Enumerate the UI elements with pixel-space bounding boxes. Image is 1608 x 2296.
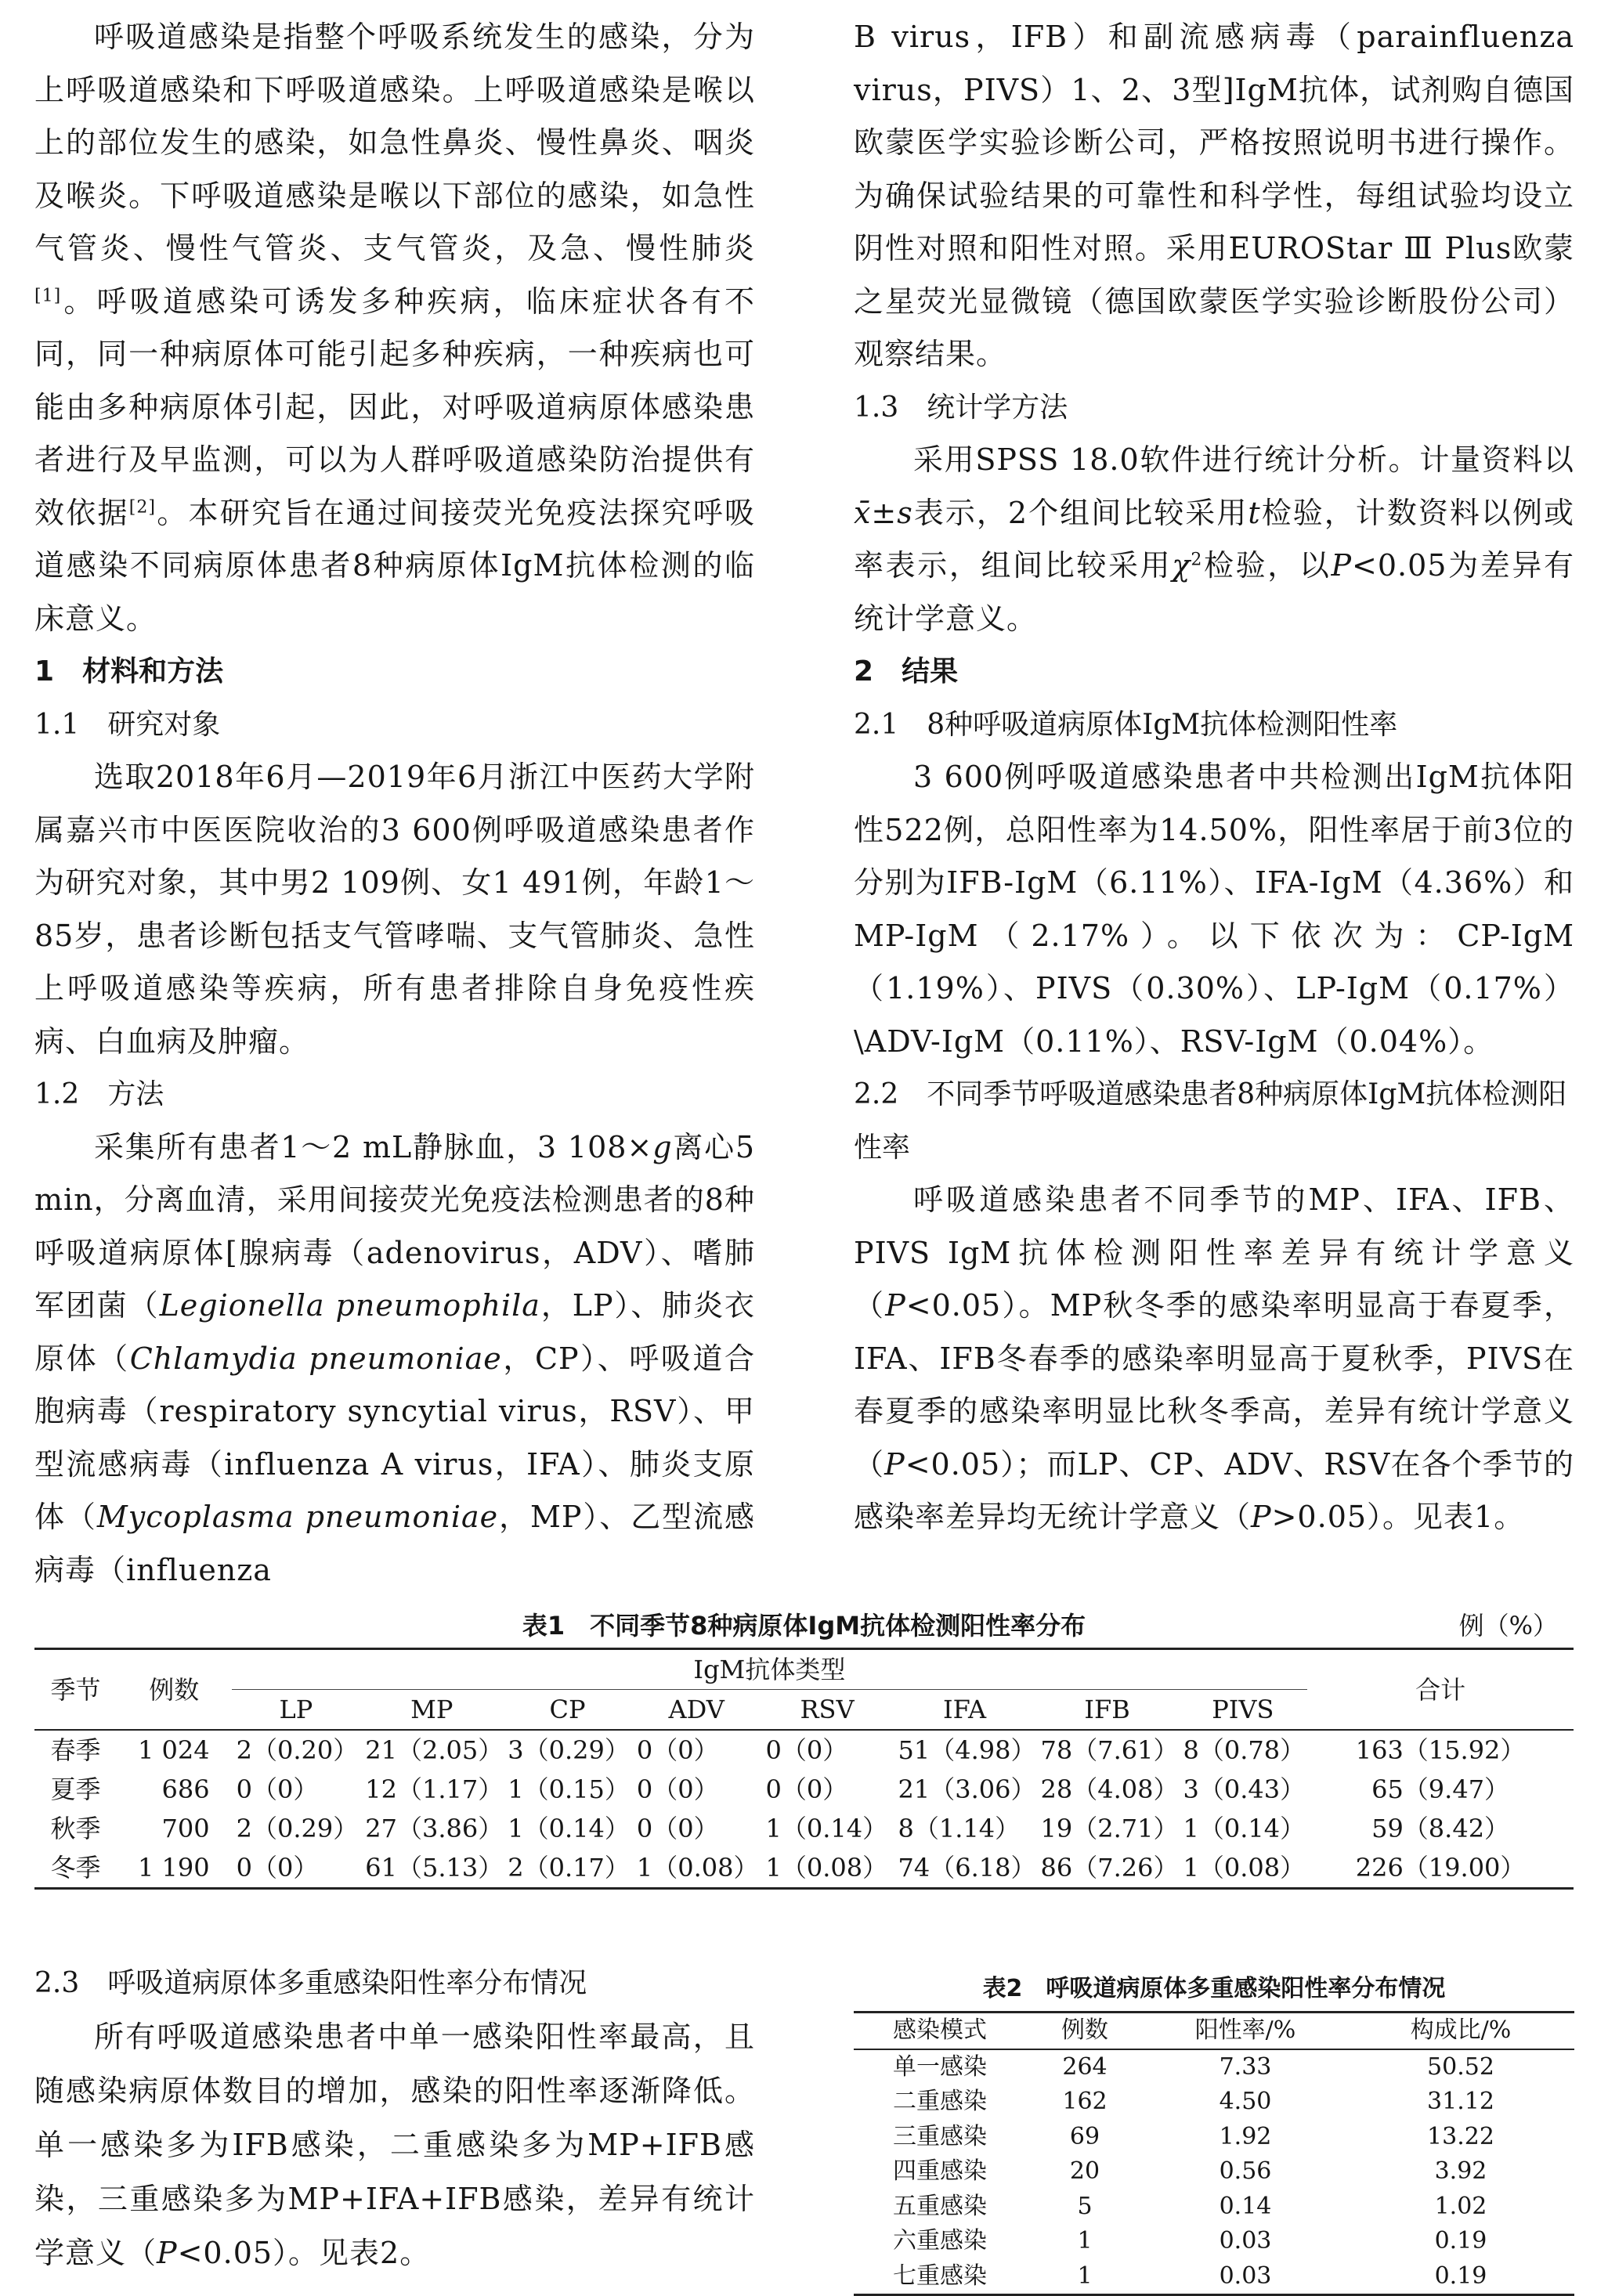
table-1-grid xyxy=(34,1648,1574,1890)
section-2-3 xyxy=(34,1956,755,2280)
citation-2: [2] xyxy=(128,496,156,517)
section-2-1-title: 8种呼吸道病原体IgM抗体检测阳性率 xyxy=(927,708,1398,741)
value-cell: 0（0） xyxy=(765,1735,848,1765)
value-cell: 8（0.78） xyxy=(1183,1735,1306,1765)
table-2 xyxy=(854,1967,1574,2296)
value-cell: 1（0.14） xyxy=(1183,1814,1306,1843)
count-cell: 1 024 xyxy=(138,1735,210,1765)
section-1-title: 材料和方法 xyxy=(82,655,224,688)
season-cell: 春季 xyxy=(50,1735,101,1765)
section-1-3-title: 统计学方法 xyxy=(927,391,1068,424)
count-cell: 686 xyxy=(161,1774,210,1804)
methods-text-c: ，LP）、肺炎衣原体（ xyxy=(34,1288,755,1376)
table-2-cell: 1 xyxy=(1077,2227,1093,2254)
value-cell: 1（0.14） xyxy=(765,1814,888,1843)
stats-text-e: <0.05为差异有统计学意义。 xyxy=(854,548,1574,636)
t-symbol: t xyxy=(1248,495,1261,530)
value-cell: 0（0） xyxy=(236,1774,319,1804)
value-cell: 1（0.08） xyxy=(632,1848,761,1889)
value-cell: 1（0.08） xyxy=(1179,1848,1308,1889)
p-symbol: P xyxy=(1331,548,1353,583)
intro-text-b: 。呼吸道感染可诱发多种疾病，临床症状各有不同，同一种病原体可能引起多种疾病，一种疾病也可能由多种病原体引起，因此，对呼吸道病原体感染患者进行及早监测，可以为人群呼吸道感染防治提供有效依据 xyxy=(34,283,755,530)
table-2-cell: 162 xyxy=(1062,2088,1108,2115)
p-symbol: P xyxy=(884,1446,905,1482)
section-1-3-heading xyxy=(854,381,1574,435)
right-column xyxy=(854,11,1574,1544)
header-type-ifa: IFA xyxy=(894,1690,1036,1731)
p-symbol: P xyxy=(885,1288,906,1323)
table-2-grid xyxy=(854,2011,1574,2296)
table-2-cell: 七重感染 xyxy=(854,2259,1026,2295)
results-2-text-c: <0.05）；而LP、CP、ADV、RSV在各个季节的感染率差异均无统计学意义（ xyxy=(854,1446,1574,1534)
section-1-heading xyxy=(34,645,755,699)
section-2-number: 2 xyxy=(854,655,874,688)
table-2-cell: 69 xyxy=(1069,2122,1100,2150)
section-2-3-number: 2.3 xyxy=(34,1967,80,1999)
value-cell: 0（0） xyxy=(636,1735,719,1765)
header-season: 季节 xyxy=(34,1649,117,1731)
table-2-cell: 5 xyxy=(1077,2192,1093,2220)
value-cell: 2（0.29） xyxy=(236,1814,359,1843)
results-2-paragraph xyxy=(854,1174,1574,1544)
total-cell: 65（9.47） xyxy=(1371,1774,1510,1804)
stats-text-a: 采用SPSS 18.0软件进行统计分析。计量资料以 xyxy=(913,442,1574,477)
season-cell: 秋季 xyxy=(50,1814,101,1843)
season-cell: 冬季 xyxy=(34,1848,117,1889)
value-cell: 1（0.14） xyxy=(508,1814,630,1843)
section-2-2-heading xyxy=(854,1068,1574,1174)
table-2-cell: 0.19 xyxy=(1434,2227,1487,2254)
statistics-paragraph xyxy=(854,434,1574,645)
table-2-caption: 表2 呼吸道病原体多重感染阳性率分布情况 xyxy=(982,1975,1446,2002)
table-2-cell: 二重感染 xyxy=(893,2088,987,2115)
methods-text-a: 采集所有患者1～2 mL静脉血，3 108× xyxy=(94,1129,653,1164)
table-2-header-cell: 感染模式 xyxy=(854,2013,1026,2049)
results-2-text-b: <0.05）。MP秋冬季的感染率明显高于春夏季，IFA、IFB冬春季的感染率明显高于夏秋季，PIVS在春夏季的感染率明显比秋冬季高，差异有统计学意义（ xyxy=(854,1288,1574,1482)
table-row xyxy=(854,2259,1574,2295)
total-cell: 163（15.92） xyxy=(1355,1735,1526,1765)
season-cell: 夏季 xyxy=(50,1774,101,1804)
mean-sd-symbol: x̄±s xyxy=(854,495,913,530)
count-cell: 1 190 xyxy=(117,1848,232,1889)
header-type-lp: LP xyxy=(232,1690,361,1731)
value-cell: 86（7.26） xyxy=(1036,1848,1179,1889)
value-cell: 21（3.06） xyxy=(898,1774,1036,1804)
chi-symbol: χ xyxy=(1172,548,1191,583)
results-3-paragraph xyxy=(34,2010,755,2280)
table-2-header-row xyxy=(854,2013,1574,2049)
value-cell: 0（0） xyxy=(232,1848,361,1889)
section-2-title: 结果 xyxy=(902,655,959,688)
value-cell: 27（3.86） xyxy=(365,1814,504,1843)
header-type-ifb: IFB xyxy=(1036,1690,1179,1731)
intro-text: 呼吸道感染是指整个呼吸系统发生的感染，分为上呼吸道感染和下呼吸道感染。上呼吸道感染是喉以上的部位发生的感染，如急性鼻炎、慢性鼻炎、咽炎及喉炎。下呼吸道感染是喉以下部位的感染，如急性气管炎、慢性气管炎、支气管炎，及急、慢性肺炎 xyxy=(34,20,755,265)
value-cell: 19（2.71） xyxy=(1040,1814,1179,1843)
table-2-cell: 1.02 xyxy=(1434,2192,1487,2220)
intro-paragraph xyxy=(34,11,755,645)
section-1-2-title: 方法 xyxy=(107,1078,164,1110)
table-2-cell: 1 xyxy=(1026,2259,1144,2295)
stats-text-d: 检验，以 xyxy=(1202,548,1332,583)
value-cell: 2（0.20） xyxy=(236,1735,359,1765)
value-cell: 2（0.17） xyxy=(503,1848,632,1889)
table-row xyxy=(34,1770,1574,1809)
table-2-cell: 13.22 xyxy=(1427,2122,1494,2150)
header-type-adv: ADV xyxy=(632,1690,761,1731)
methods-text-e: ，MP）、乙型流感病毒（influenza xyxy=(34,1500,755,1587)
section-1-1-number: 1.1 xyxy=(34,708,80,741)
table-2-cell: 六重感染 xyxy=(893,2227,987,2254)
legionella-name: Legionella pneumophila xyxy=(159,1288,540,1323)
table-2-cell: 264 xyxy=(1062,2052,1108,2081)
table-1 xyxy=(34,1604,1574,1890)
table-row xyxy=(854,2224,1574,2259)
results-2-text-a: 呼吸道感染患者不同季节的MP、IFA、IFB、PIVS IgM抗体检测阳性率差异有统计学意义（ xyxy=(854,1182,1574,1323)
section-2-1-heading xyxy=(854,699,1574,752)
section-2-1-number: 2.1 xyxy=(854,708,899,741)
stats-text-c: 检验，计数资料以例或率表示，组间比较采用 xyxy=(854,495,1574,583)
intro-text-c: 。本研究旨在通过间接荧光免疫法探究呼吸道感染不同病原体患者8种病原体IgM抗体检测的临床意义。 xyxy=(34,495,755,636)
table-2-cell: 0.56 xyxy=(1219,2157,1272,2185)
table-2-cell: 20 xyxy=(1069,2157,1100,2185)
header-type-rsv: RSV xyxy=(761,1690,893,1731)
value-cell: 61（5.13） xyxy=(360,1848,503,1889)
table-2-header-cell: 阳性率/% xyxy=(1144,2013,1347,2049)
table-2-cell: 单一感染 xyxy=(893,2052,987,2081)
mycoplasma-name: Mycoplasma pneumoniae xyxy=(96,1500,499,1534)
results-1-paragraph: 3 600例呼吸道感染患者中共检测出IgM抗体阳性522例，总阳性率为14.50%，阳性率居于前3位的分别为IFB-IgM（6.11%）、IFA-IgM（4.36%）和MP-IgM（2.17%）。以下依次为：CP-IgM（1.19%）、PIVS（0.30%）、LP-IgM（0.17%）\ADV-IgM（0.11%）、RSV-IgM（0.04%）。 xyxy=(854,760,1574,1059)
value-cell: 3（0.29） xyxy=(508,1735,630,1765)
table-1-body xyxy=(34,1730,1574,1889)
table-2-cell: 31.12 xyxy=(1427,2088,1494,2115)
section-2-heading xyxy=(854,645,1574,699)
section-2-2-title: 不同季节呼吸道感染患者8种病原体IgM抗体检测阳性率 xyxy=(854,1078,1567,1164)
value-cell: 0（0） xyxy=(636,1774,719,1804)
section-2-2-number: 2.2 xyxy=(854,1078,899,1110)
table-2-cell: 50.52 xyxy=(1427,2052,1494,2081)
chlamydia-name: Chlamydia pneumoniae xyxy=(129,1341,502,1376)
count-cell: 700 xyxy=(161,1814,210,1843)
table-2-cell: 0.14 xyxy=(1219,2192,1272,2220)
section-1-1-title: 研究对象 xyxy=(107,708,221,741)
table-1-title: 表1 不同季节8种病原体IgM抗体检测阳性率分布 xyxy=(522,1611,1086,1641)
methods-g-symbol: g xyxy=(652,1129,673,1164)
value-cell: 28（4.08） xyxy=(1040,1774,1179,1804)
value-cell: 0（0） xyxy=(765,1774,848,1804)
citation-1: [1] xyxy=(34,285,62,305)
table-row xyxy=(854,2120,1574,2155)
section-1-number: 1 xyxy=(34,655,55,688)
table-2-cell: 7.33 xyxy=(1219,2052,1272,2081)
subjects-paragraph: 选取2018年6月—2019年6月浙江中医药大学附属嘉兴市中医医院收治的3 600例呼吸道感染患者作为研究对象，其中男2 109例、女1 491例，年龄1～85岁，患者诊断包括支气管哮喘、支气管肺炎、急性上呼吸道感染等疾病，所有患者排除自身免疫性疾病、白血病及肿瘤。 xyxy=(34,760,755,1059)
table-row xyxy=(34,1730,1574,1770)
table-2-header-cell: 构成比/% xyxy=(1347,2013,1574,2049)
total-cell: 59（8.42） xyxy=(1371,1814,1510,1843)
table-2-cell: 三重感染 xyxy=(893,2122,987,2150)
value-cell: 78（7.61） xyxy=(1040,1735,1179,1765)
table-2-cell: 0.03 xyxy=(1219,2227,1272,2254)
header-igm-type: IgM抗体类型 xyxy=(232,1649,1308,1690)
methods-text-d: ，CP）、呼吸道合胞病毒（respiratory syncytial virus，RSV）、甲型流感病毒（influenza A virus，IFA）、肺炎支原体（ xyxy=(34,1341,755,1534)
section-1-2-heading xyxy=(34,1068,755,1121)
header-total: 合计 xyxy=(1307,1649,1574,1731)
table-row xyxy=(854,2190,1574,2225)
table-2-cell: 4.50 xyxy=(1219,2088,1272,2115)
value-cell: 21（2.05） xyxy=(365,1735,504,1765)
p-symbol: P xyxy=(157,2236,178,2270)
section-2-3-heading xyxy=(34,1956,755,2010)
section-1-3-number: 1.3 xyxy=(854,391,899,424)
value-cell: 1（0.15） xyxy=(508,1774,630,1804)
table-row xyxy=(854,2085,1574,2120)
value-cell: 51（4.98） xyxy=(898,1735,1036,1765)
methods-paragraph xyxy=(34,1121,755,1597)
value-cell: 8（1.14） xyxy=(898,1814,1021,1843)
header-type-mp: MP xyxy=(360,1690,503,1731)
results-3-text-a: 所有呼吸道感染患者中单一感染阳性率最高，且随感染病原体数目的增加，感染的阳性率逐渐降低。单一感染多为IFB感染，二重感染多为MP+IFB感染，三重感染多为MP+IFA+IFB感染，差异有统计学意义（ xyxy=(34,2020,755,2270)
p-symbol: P xyxy=(1251,1500,1272,1534)
table-1-unit: 例（%） xyxy=(1458,1611,1558,1641)
header-count: 例数 xyxy=(117,1649,232,1731)
table-2-body xyxy=(854,2049,1574,2295)
table-2-cell: 0.03 xyxy=(1144,2259,1347,2295)
table-2-header-cell: 例数 xyxy=(1026,2013,1144,2049)
stats-text-b: 表示，2个组间比较采用 xyxy=(912,495,1248,530)
table-2-cell: 3.92 xyxy=(1434,2157,1487,2185)
value-cell: 74（6.18） xyxy=(894,1848,1036,1889)
header-type-cp: CP xyxy=(503,1690,632,1731)
results-2-text-d: >0.05）。见表1。 xyxy=(1271,1500,1525,1534)
table-2-cell: 四重感染 xyxy=(893,2157,987,2185)
table-row xyxy=(854,2154,1574,2190)
value-cell: 1（0.08） xyxy=(761,1848,893,1889)
results-3-text-b: <0.05）。见表2。 xyxy=(177,2236,431,2270)
total-cell: 226（19.00） xyxy=(1307,1848,1574,1889)
table-row xyxy=(34,1809,1574,1848)
table-row xyxy=(34,1848,1574,1889)
value-cell: 3（0.43） xyxy=(1183,1774,1306,1804)
table-2-cell: 五重感染 xyxy=(893,2192,987,2220)
header-type-pivs: PIVS xyxy=(1179,1690,1308,1731)
chi-exponent: 2 xyxy=(1191,550,1203,570)
value-cell: 12（1.17） xyxy=(365,1774,504,1804)
table-1-caption xyxy=(34,1604,1574,1648)
section-1-2-number: 1.2 xyxy=(34,1078,80,1110)
left-column xyxy=(34,11,755,1597)
table-2-cell: 0.19 xyxy=(1347,2259,1574,2295)
methods-continued-paragraph: B virus，IFB）和副流感病毒（parainfluenza virus，PIVS）1、2、3型]IgM抗体，试剂购自德国欧蒙医学实验诊断公司，严格按照说明书进行操作。为确保试验结果的可靠性和科学性，每组试验均设立阴性对照和阳性对照。采用EUROStar Ⅲ Plus欧蒙之星荧光显微镜（德国欧蒙医学实验诊断股份公司）观察结果。 xyxy=(854,20,1574,371)
methods-text-b: 离心5 min，分离血清，采用间接荧光免疫法检测患者的8种呼吸道病原体[腺病毒（adenovirus，ADV）、嗜肺军团菌（ xyxy=(34,1129,755,1323)
table-row xyxy=(854,2049,1574,2085)
table-2-cell: 1.92 xyxy=(1219,2122,1272,2150)
value-cell: 0（0） xyxy=(636,1814,719,1843)
section-2-3-title: 呼吸道病原体多重感染阳性率分布情况 xyxy=(107,1967,587,1999)
section-1-1-heading xyxy=(34,699,755,752)
